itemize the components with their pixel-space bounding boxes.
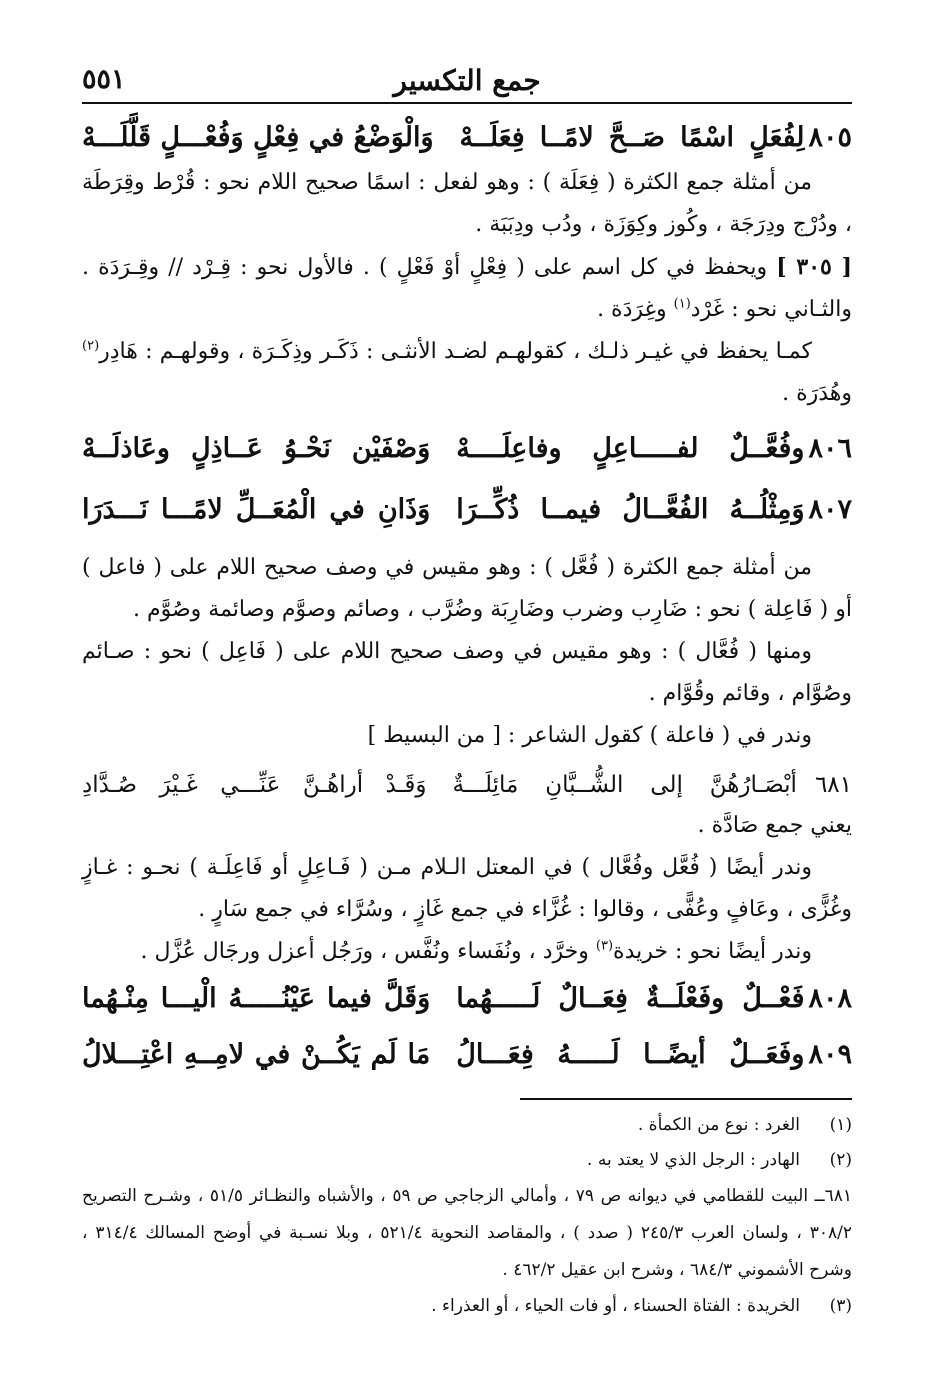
verse-first-hemistich: وَمِثْلُــهُ الفُعَّــالُ فيمــا ذُكِّــرَا (456, 493, 805, 525)
paragraph-fuaal-2: ومنها ( فُعَّال ) : وهو مقيس في وصف صحيح اللام على ( فَاعِل ) نحو : صـائم وصُوَّام ، وقائم وقُوَّام . (82, 639, 852, 706)
footnote-text: الهادر : الرجل الذي لا يعتد به . (587, 1150, 800, 1170)
rule-reference: [ ٣٠٥ ] (776, 254, 852, 280)
verse-first-hemistich: وفَعَــلٌ أيضًــا لَـــــهُ فِعَـــالُ (456, 1038, 805, 1070)
verse-number: ٨٠٥ (808, 121, 852, 153)
chapter-title: جمع التكسير (393, 64, 541, 97)
paragraph-text: ويحفظ في كل اسم على ( فِعْلٍ أوْ فَعْلٍ ) . فالأول نحو : قِـرْد // وقِـرَدَة . والثـاني نحو : غَرْد (82, 255, 852, 322)
footnote-marker: (٢) (82, 338, 100, 354)
verse-first-hemistich: أبْصَـارُهُنَّ إلى الشُّــبَّانِ مَائِلَـــةٌ (452, 772, 797, 798)
verse-second-hemistich: مَا لَم يَكُــنْ في لامِــهِ اعْتِـــلالُ (81, 1038, 431, 1070)
paragraph-fialah: من أمثلة جمع الكثرة ( فِعَلَة ) : وهو لفعل : اسمًا صحيح اللام نحو : قُرْط وقِرَطَة ، ودُرْج ودِرَجَة ، وكُوز وكِوَزَة ، ودُب ودِبَبَة . (82, 170, 852, 237)
footnote-text: الخريدة : الفتاة الحسناء ، أو فات الحياء ، أو العذراء . (431, 1296, 800, 1316)
footnote-number: (٣) (829, 1296, 852, 1316)
verse-number: ٨٠٦ (808, 432, 852, 464)
footnotes (82, 1108, 852, 1324)
verse-number: ٨٠٧ (808, 493, 852, 525)
verse-first-hemistich: وفُعَّــلٌ لفـــــاعِلٍ وفاعِلَــــهْ (456, 432, 805, 464)
paragraph-hadir (82, 331, 852, 415)
paragraph-text: كمـا يحفظ في غيـر ذلـك ، كقولهـم لضـد الأنثـى : ذَكَـر وذِكَـرَة ، وقولهـم : هَادِر (99, 339, 812, 364)
verse-first-hemistich: لِفُعَلٍ اسْمًا صَــحَّ لامًــا فِعَلَــهْ (459, 121, 805, 153)
paragraph-mutall: وندر أيضًا ( فُعَّل وفُعَّال ) في المعتل الـلام مـن ( فَـاعِلٍ أو فَاعِلَـة ) نحـو : غـازٍ وغُزًّى ، وعَافٍ وعُفًّى ، وقالوا : غُزَّاء في جمع غَازٍ ، وسُرَّاء في جمع سَارٍ . (82, 855, 852, 922)
verse-number: ٨٠٩ (808, 1038, 852, 1070)
footnote-marker: (١) (673, 296, 691, 312)
footnote-marker: (٣) (595, 938, 614, 954)
verse-807 (82, 481, 852, 537)
footnote-1 (82, 1108, 852, 1143)
verse-806 (82, 415, 852, 481)
paragraph-saddah: يعني جمع صَادَّة . (697, 813, 852, 838)
paragraph-text-end: وغِرَدَة . (597, 297, 667, 322)
footnote-text: الغرد : نوع من الكمأة . (637, 1115, 800, 1135)
footnote-verse-681: ٦٨١ــ البيت للقطامي في ديوانه ص ٧٩ ، وأمالي الزجاجي ص ٥٩ ، والأشباه والنظـائر ٥١/٥ ، وشـرح التصريح ٣٠٨/٢ ، ولسان العرب ٢٤٥/٣ ( صدد ) ، والمقاصد النحوية ٥٢١/٤ ، وبلا نسـبة في أوضح المسالك ٣١٤/٤ ، وشرح الأشموني ٦٨٤/٣ ، وشرح ابن عقيل ٤٦٢/٢ . (82, 1186, 852, 1280)
verse-second-hemistich: وَقَلَّ فيما عَيْنُـــــهُ الْيـــا مِنْـهُما (81, 982, 431, 1014)
running-header (82, 62, 852, 102)
verse-808 (82, 973, 852, 1023)
footnote-number: (٢) (829, 1150, 852, 1170)
verse-809 (82, 1023, 852, 1085)
paragraph-kharidah (82, 931, 852, 973)
verse-first-hemistich: فَعْــلٌ وفَعْلَــةٌ فِعَــالٌ لَـــــهُما (456, 982, 805, 1014)
main-text (82, 112, 852, 1085)
verse-second-hemistich: وَذَانِ في الْمُعَــلِّ لامًـــا نَـــدَرَا (81, 493, 431, 525)
footnote-rule (520, 1098, 852, 1100)
verse-second-hemistich: وَقَـدْ أراهُـنَّ عَنِّـــي غَـيْرَ صُـدَّادِ (82, 772, 427, 798)
header-rule (82, 102, 852, 104)
verse-second-hemistich: وَالْوَضْعُ في فِعْلٍ وَفُعْـــلٍ قَلَّلَـــهْ (82, 121, 434, 153)
footnote-number: (١) (829, 1115, 852, 1135)
verse-number: ٨٠٨ (808, 982, 852, 1014)
page-number: ٥٥١ (82, 64, 126, 95)
paragraph-text: وندر أيضًا نحو : خريدة (613, 939, 812, 964)
verse-number: ٦٨١ (814, 772, 852, 798)
verse-805 (82, 112, 852, 162)
paragraph-text-end: وخرَّد ، ونُفَساء ونُفَّس ، ورَجُل أعزل ورجَال عُزَّل . (140, 939, 589, 964)
footnote-2 (82, 1143, 852, 1178)
paragraph-fuaal: من أمثلة جمع الكثرة ( فُعَّل ) : وهو مقيس في وصف صحيح اللام على ( فاعل ) أو ( فَاعِلة ) نحو : ضَارِب وضرب وضَارِبَة وضُرَّب ، وصائم وصوَّم وصائمة وصُوَّم . (82, 555, 852, 622)
verse-second-hemistich: وَصْفَيْن نَحْـوُ عَــاذِلٍ وعَاذلَــهْ (81, 432, 431, 464)
citation-intro: وندر في ( فاعلة ) كقول الشاعر : [ من البسيط ] (367, 723, 812, 748)
paragraph-rule-305 (82, 246, 852, 331)
footnote-3 (82, 1289, 852, 1324)
paragraph-text-end: وهُدَرَة . (782, 381, 852, 406)
